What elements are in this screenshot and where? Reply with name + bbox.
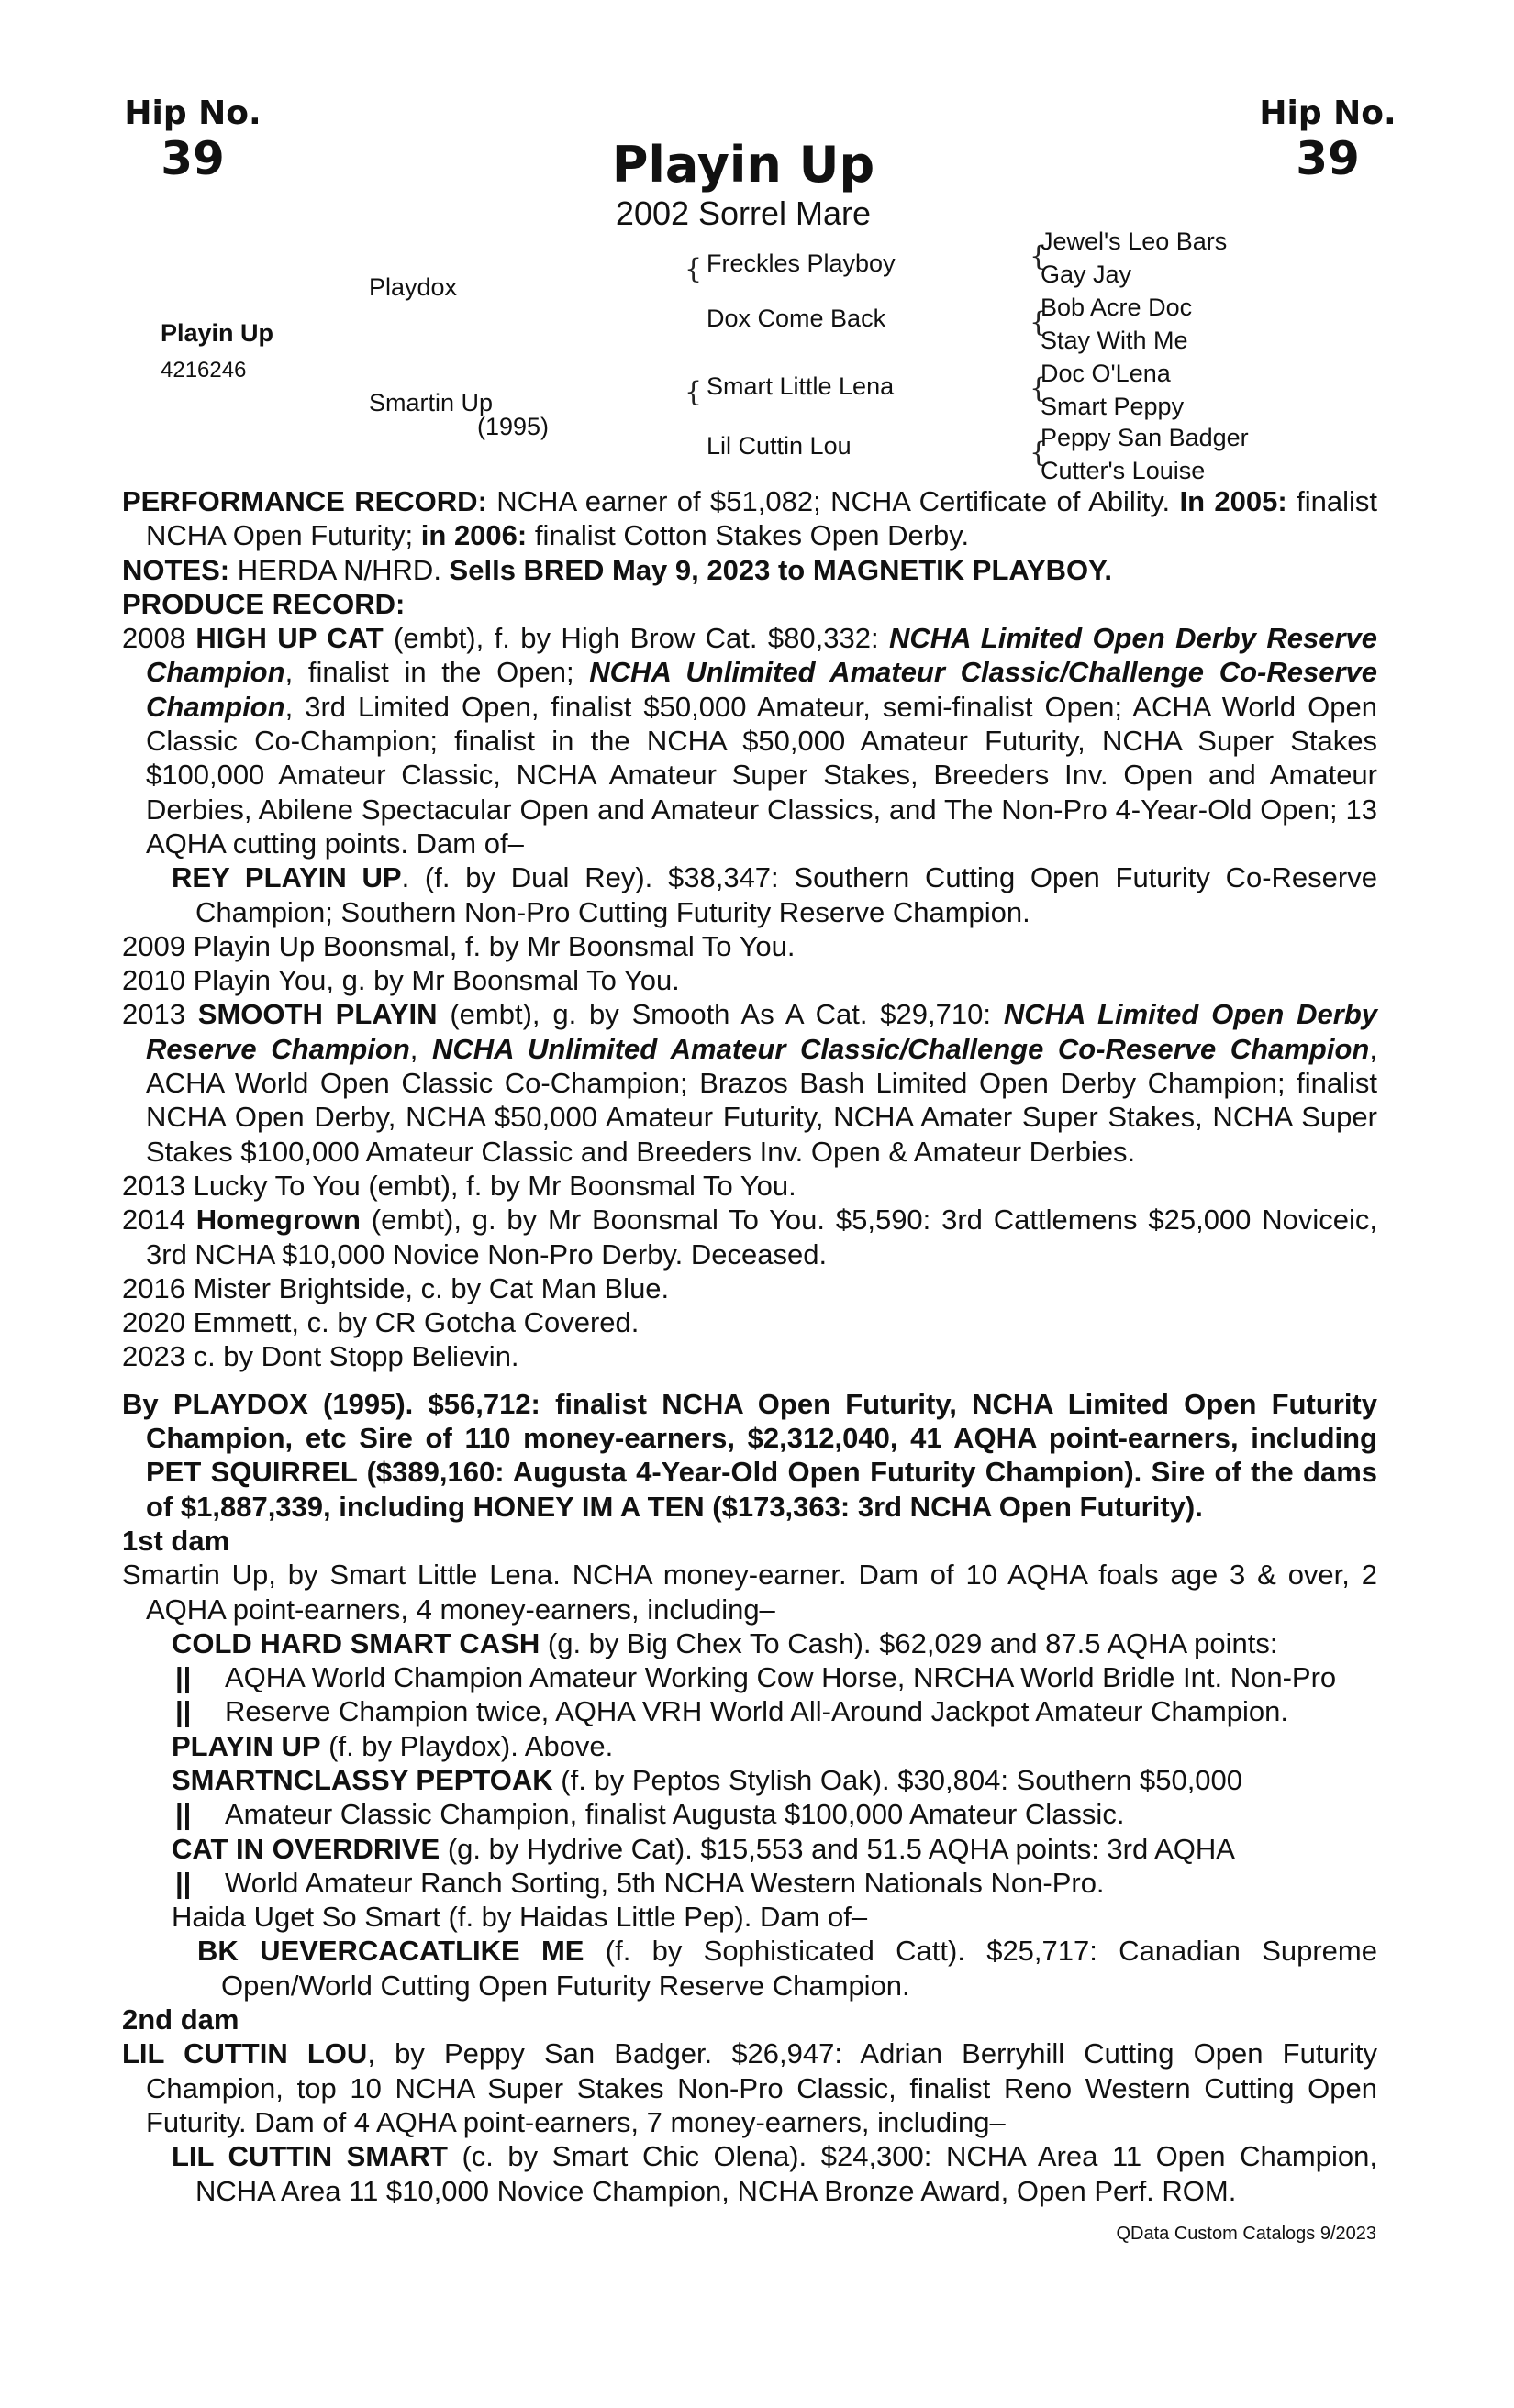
sire-summary: By PLAYDOX (1995). $56,712: finalist NCHA Open Futurity, NCHA Limited Open Futurity Champion, etc Sire of 110 money-earners, $2,312,040, 41 AQHA point-earners, including PET SQUIRREL ($389,160: Augusta 4-Year-Old Open Futurity Champion). Sire of the dams of $1,887,339, including HONEY IM A TEN ($173,363: 3rd NCHA Open Futurity). xyxy=(122,1387,1377,1523)
indent-bars: || xyxy=(175,1661,192,1694)
pedigree-sire-dam: Dox Come Back xyxy=(707,305,886,332)
pedigree-ggparent: Smart Peppy xyxy=(1041,393,1185,420)
hip-number: 39 xyxy=(161,132,225,185)
pedigree-ggparent: Doc O'Lena xyxy=(1041,360,1171,387)
produce-record-heading: PRODUCE RECORD: xyxy=(122,587,406,620)
produce-entry: 2009 Playin Up Boonsmal, f. by Mr Boonsmal To You. xyxy=(122,929,796,962)
pedigree-ggparent: Stay With Me xyxy=(1041,327,1188,354)
pedigree-dam-dam: Lil Cuttin Lou xyxy=(707,432,852,460)
first-dam-offspring-line: || World Amateur Ranch Sorting, 5th NCHA Western Nationals Non-Pro. xyxy=(175,1866,1105,1899)
first-dam-intro: Smartin Up, by Smart Little Lena. NCHA money-earner. Dam of 10 AQHA foals age 3 & over, 2 AQHA point-earners, 4 money-earners, including– xyxy=(122,1559,1377,1626)
pedigree-brace: { xyxy=(1030,240,1048,272)
pedigree-brace: { xyxy=(685,376,703,408)
produce-entry: 2020 Emmett, c. by CR Gotcha Covered. xyxy=(122,1306,640,1339)
pedigree-sire: Playdox xyxy=(369,273,458,301)
hip-label: Hip No. xyxy=(124,94,262,132)
catalog-footer: QData Custom Catalogs 9/2023 xyxy=(1116,2224,1376,2244)
pedigree-ggparent: Bob Acre Doc xyxy=(1041,294,1193,321)
pedigree-ggparent: Cutter's Louise xyxy=(1041,457,1206,484)
indent-bars: || xyxy=(175,1798,192,1831)
first-dam-offspring: COLD HARD SMART CASH (g. by Big Chex To Cash). $62,029 and 87.5 AQHA points: xyxy=(172,1626,1278,1659)
first-dam-offspring: CAT IN OVERDRIVE (g. by Hydrive Cat). $15,553 and 51.5 AQHA points: 3rd AQHA xyxy=(172,1832,1235,1865)
second-dam-intro: LIL CUTTIN LOU, by Peppy San Badger. $26,947: Adrian Berryhill Cutting Open Futurity Champion, top 10 NCHA Super Stakes Non-Pro Classic, finalist Reno Western Cutting Open Futurity. Dam of 4 AQHA point-earners, 7 money-earners, including– xyxy=(122,2037,1378,2138)
pedigree-dam-year: (1995) xyxy=(477,413,550,440)
second-dam-offspring: LIL CUTTIN SMART (c. by Smart Chic Olena). $24,300: NCHA Area 11 Open Champion, NCHA Area 11 $10,000 Novice Champion, NCHA Bronze Award, Open Perf. ROM. xyxy=(172,2140,1377,2207)
hip-number-left xyxy=(115,95,271,185)
first-dam-offspring: SMARTNCLASSY PEPTOAK (f. by Peptos Stylish Oak). $30,804: Southern $50,000 xyxy=(172,1763,1243,1796)
pedigree-subject-name: Playin Up xyxy=(161,319,274,347)
first-dam-offspring-line: || Amateur Classic Champion, finalist Augusta $100,000 Amateur Classic. xyxy=(175,1798,1125,1831)
first-dam-offspring-line: || Reserve Champion twice, AQHA VRH World All-Around Jackpot Amateur Champion. xyxy=(175,1695,1288,1728)
notes: NOTES: HERDA N/HRD. Sells BRED May 9, 2023 to MAGNETIK PLAYBOY. xyxy=(122,553,1112,586)
performance-record: PERFORMANCE RECORD: NCHA earner of $51,082; NCHA Certificate of Ability. In 2005: finalist NCHA Open Futurity; in 2006: finalist Cotton Stakes Open Derby. xyxy=(122,485,1377,552)
pedigree-registration: 4216246 xyxy=(161,358,247,383)
hip-label: Hip No. xyxy=(1259,94,1397,132)
pedigree-brace: { xyxy=(1030,306,1048,338)
produce-entry: 2013 SMOOTH PLAYIN (embt), g. by Smooth As A Cat. $29,710: NCHA Limited Open Derby Reserve Champion, NCHA Unlimited Amateur Classic/Challenge Co-Reserve Champion, ACHA World Open Classic Co-Champion; Brazos Bash Limited Open Derby Champion; finalist NCHA Open Derby, NCHA $50,000 Amateur Futurity, NCHA Amater Super Stakes, NCHA Super Stakes $100,000 Amateur Classic and Breeders Inv. Open & Amateur Derbies. xyxy=(122,998,1378,1168)
produce-entry: 2010 Playin You, g. by Mr Boonsmal To You. xyxy=(122,964,680,997)
hip-number-right xyxy=(1250,95,1406,185)
pedigree-dam: Smartin Up xyxy=(369,389,494,416)
indent-bars: || xyxy=(175,1695,192,1728)
first-dam-grand-offspring: BK UEVERCACATLIKE ME (f. by Sophisticated Catt). $25,717: Canadian Supreme Open/World Cutting Open Futurity Reserve Champion. xyxy=(197,1935,1377,2002)
produce-entry: 2008 HIGH UP CAT (embt), f. by High Brow Cat. $80,332: NCHA Limited Open Derby Reserve Champion, finalist in the Open; NCHA Unlimited Amateur Classic/Challenge Co-Reserve Champion, 3rd Limited Open, finalist $50,000 Amateur, semi-finalist Open; ACHA World Open Classic Co-Champion; finalist in the NCHA $50,000 Amateur Futurity, NCHA Super Stakes $100,000 Amateur Classic, NCHA Amateur Super Stakes, Breeders Inv. Open and Amateur Derbies, Abilene Spectacular Open and Amateur Classics, and The Non-Pro 4-Year-Old Open; 13 AQHA cutting points. Dam of– xyxy=(122,622,1378,860)
pedigree-dam-sire: Smart Little Lena xyxy=(707,372,895,400)
pedigree-brace: { xyxy=(1030,372,1048,405)
first-dam-heading: 1st dam xyxy=(122,1524,230,1557)
first-dam-offspring-line: || AQHA World Champion Amateur Working Cow Horse, NRCHA World Bridle Int. Non-Pro xyxy=(175,1661,1337,1694)
pedigree-ggparent: Peppy San Badger xyxy=(1041,424,1249,451)
produce-grand-entry: REY PLAYIN UP. (f. by Dual Rey). $38,347: Southern Cutting Open Futurity Co-Reserve Champion; Southern Non-Pro Cutting Futurity Reserve Champion. xyxy=(172,861,1377,928)
horse-description: 2002 Sorrel Mare xyxy=(615,194,872,232)
pedigree-brace: { xyxy=(685,253,703,285)
first-dam-offspring: Haida Uget So Smart (f. by Haidas Little Pep). Dam of– xyxy=(172,1901,868,1934)
pedigree-ggparent: Gay Jay xyxy=(1041,261,1132,288)
produce-entry: 2013 Lucky To You (embt), f. by Mr Boonsmal To You. xyxy=(122,1169,796,1202)
produce-entry: 2023 c. by Dont Stopp Believin. xyxy=(122,1340,519,1373)
produce-entry: 2016 Mister Brightside, c. by Cat Man Blue. xyxy=(122,1271,670,1304)
first-dam-offspring: PLAYIN UP (f. by Playdox). Above. xyxy=(172,1729,614,1762)
pedigree-sire-sire: Freckles Playboy xyxy=(707,250,896,277)
indent-bars: || xyxy=(175,1866,192,1899)
second-dam-heading: 2nd dam xyxy=(122,2003,239,2036)
hip-number: 39 xyxy=(1296,132,1360,185)
pedigree-ggparent: Jewel's Leo Bars xyxy=(1041,227,1228,255)
horse-name-title: Playin Up xyxy=(611,136,875,194)
pedigree-brace: { xyxy=(1030,437,1048,469)
produce-entry: 2014 Homegrown (embt), g. by Mr Boonsmal To You. $5,590: 3rd Cattlemens $25,000 Noviceic, 3rd NCHA $10,000 Novice Non-Pro Derby. Deceased. xyxy=(122,1204,1378,1271)
catalog-body xyxy=(122,484,1377,2208)
